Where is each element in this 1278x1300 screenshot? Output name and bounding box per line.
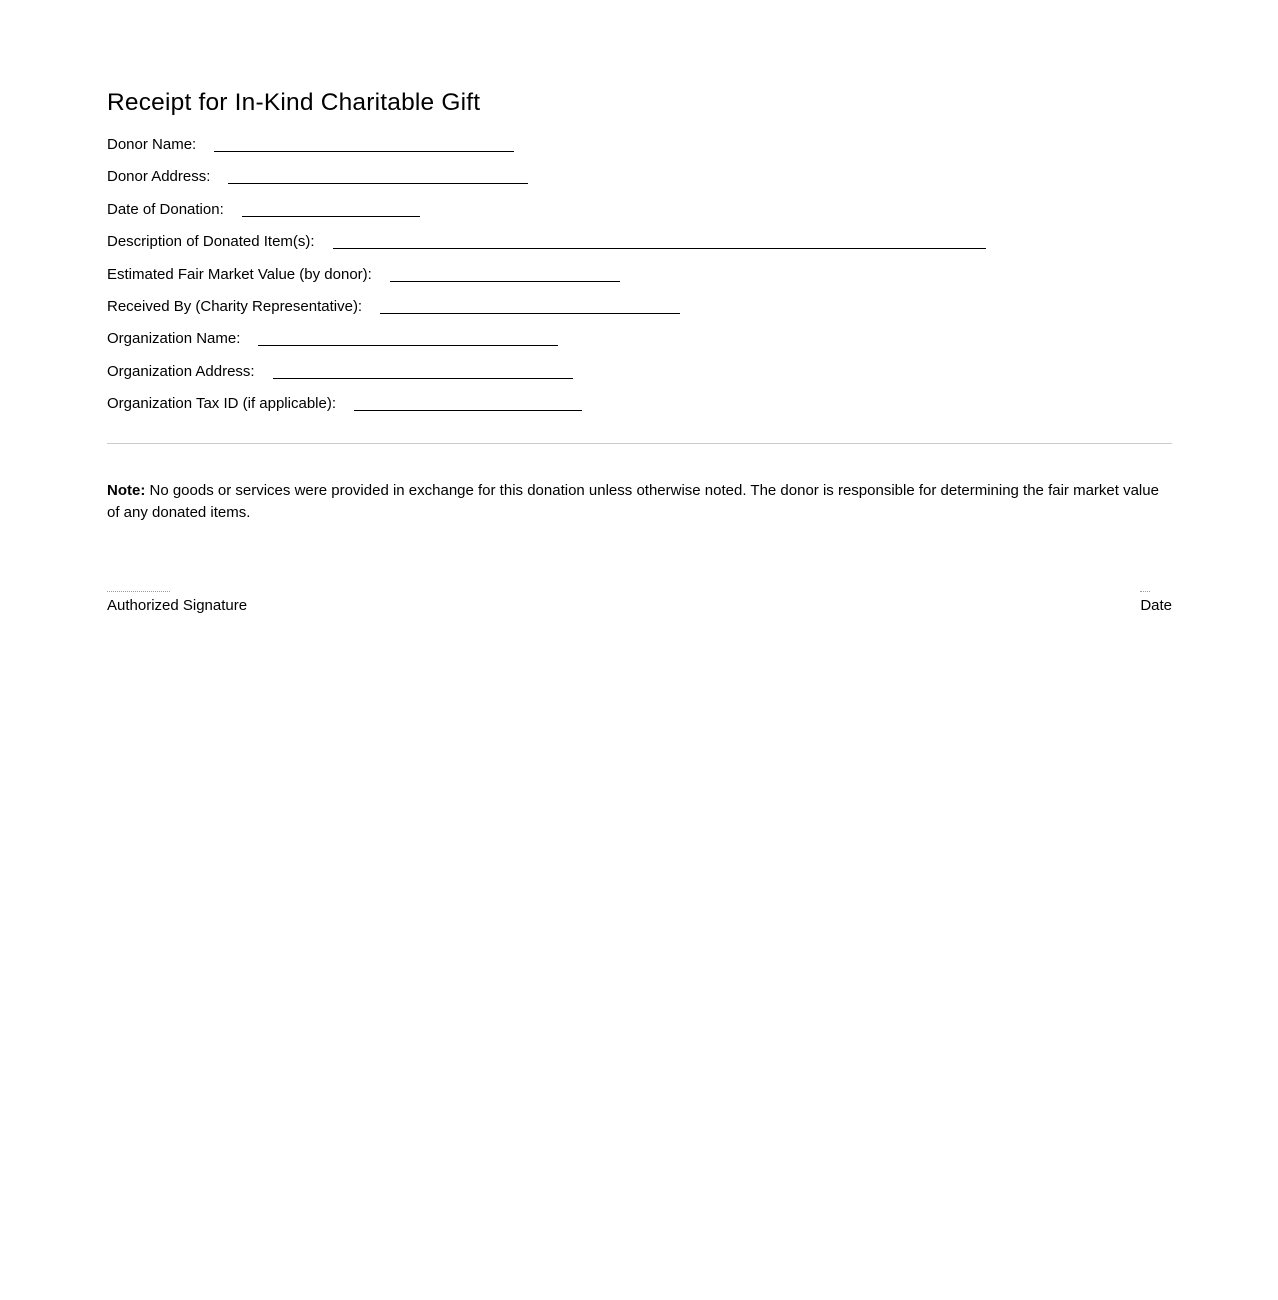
field-row-description — [107, 226, 1172, 258]
field-label: Organization Address: — [107, 362, 255, 380]
blank-line — [214, 151, 514, 152]
field-row-received-by — [107, 291, 1172, 323]
date-dotted-line — [1140, 591, 1150, 592]
date-label: Date — [1140, 596, 1172, 614]
field-row-date-of-donation — [107, 194, 1172, 226]
note-text: No goods or services were provided in exchange for this donation unless otherwise noted. The donor is responsible for determining the fair market value of any donated items. — [107, 481, 1159, 522]
field-row-organization-tax-id — [107, 388, 1172, 420]
document-page — [0, 0, 1278, 614]
blank-line — [380, 313, 680, 314]
note-label: Note: — [107, 481, 146, 499]
signature-row — [107, 591, 1172, 614]
blank-line — [258, 345, 558, 346]
section-divider — [107, 443, 1172, 444]
page-title: Receipt for In-Kind Charitable Gift — [107, 89, 481, 116]
field-label: Donor Address: — [107, 168, 211, 186]
field-label: Organization Tax ID (if applicable): — [107, 395, 336, 413]
blank-line — [228, 183, 528, 184]
field-label: Received By (Charity Representative): — [107, 298, 363, 316]
field-row-organization-address — [107, 356, 1172, 388]
form-fields — [107, 129, 1172, 421]
signature-dotted-line — [107, 591, 170, 592]
field-row-organization-name — [107, 323, 1172, 355]
field-row-donor-name — [107, 129, 1172, 161]
field-label: Date of Donation: — [107, 200, 224, 218]
blank-line — [354, 410, 582, 411]
field-label: Donor Name: — [107, 136, 197, 153]
blank-line — [273, 378, 573, 379]
field-label: Estimated Fair Market Value (by donor): — [107, 265, 372, 283]
date-block — [1140, 591, 1172, 614]
field-label: Organization Name: — [107, 330, 241, 348]
field-row-fair-market-value — [107, 259, 1172, 291]
field-row-donor-address — [107, 161, 1172, 193]
blank-line — [390, 281, 620, 282]
blank-line — [333, 248, 986, 249]
field-label: Description of Donated Item(s): — [107, 233, 315, 251]
authorized-signature-block — [107, 591, 247, 614]
blank-line — [242, 216, 420, 217]
note-paragraph — [107, 480, 1172, 525]
authorized-signature-label: Authorized Signature — [107, 596, 248, 614]
